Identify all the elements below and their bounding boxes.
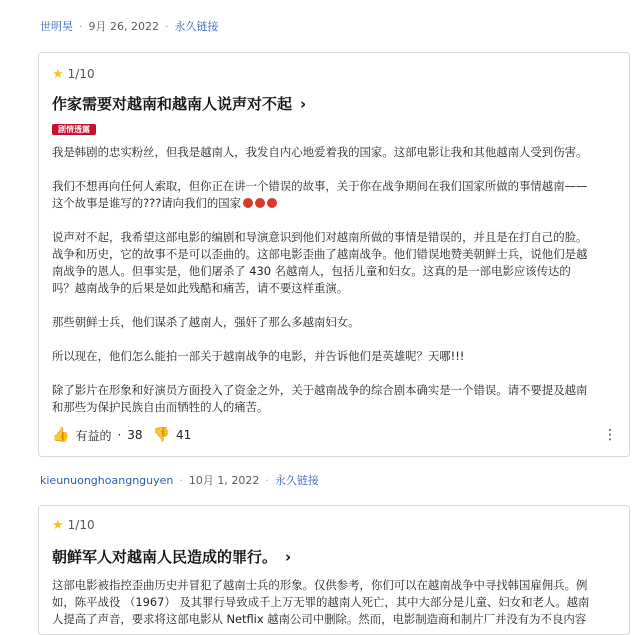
star-icon: ★ (52, 517, 64, 533)
review-date: 10月 1, 2022 (188, 474, 260, 487)
review-author[interactable]: kieunuonghoangnguyen (40, 473, 174, 487)
spoiler-badge: 剧情透露 (52, 124, 96, 135)
review-actions: 👍 有益的 · 38 👎 41 ⋮ (52, 427, 617, 443)
review-title[interactable]: 朝鲜军人对越南人民造成的罪行。 › (52, 547, 292, 566)
review-paragraph: 除了影片在形象和好演员方面投入了资金之外，关于越南战争的综合剧本确实是一个错误。请不要提及越南 和那些为保护民族自由而牺牲的人的痛苦。 (52, 383, 588, 414)
helpful-label: 有益的 (75, 428, 112, 443)
more-options-icon[interactable]: ⋮ (603, 427, 617, 443)
review-author[interactable]: 世明昊 (40, 20, 73, 33)
review-paragraph: 所以现在，他们怎么能拍一部关于越南战争的电影，并告诉他们是英雄呢？天哪!!! (52, 349, 465, 363)
permalink[interactable]: 永久链接 (274, 474, 319, 487)
review-card (38, 505, 630, 635)
review-paragraph: 这部电影被指控歪曲历史并冒犯了越南士兵的形象。仅供参考，你们可以在越南战争中寻找韩国雇佣兵。例 如，陈平战役 （1967） 及其罪行导致成千上万无罪的越南人死亡，其中大部分是儿童、妇女和老人。越南 人提高了声音，要求将这部电影从 Netflix 越南公司中删除。然而，电影制造商和制片厂并没有为不良内容 (52, 578, 590, 626)
angry-face-icon (267, 198, 277, 208)
rating (52, 65, 617, 83)
angry-face-icon (255, 198, 265, 208)
permalink[interactable]: 永久链接 (174, 20, 219, 33)
helpful-count: 38 (127, 428, 143, 442)
rating (52, 516, 617, 534)
chevron-right-icon: › (285, 547, 292, 566)
review-title[interactable]: 作家需要对越南和越南人说声对不起 › (52, 94, 307, 113)
review-paragraph: 那些朝鲜士兵，他们谋杀了越南人，强奸了那么多越南妇女。 (52, 315, 360, 329)
unhelpful-count: 41 (176, 428, 192, 442)
rating-value: 1/10 (67, 67, 95, 81)
thumbs-up-icon[interactable]: 👍 (52, 427, 70, 443)
angry-face-icon (243, 198, 253, 208)
review-meta-prev: 世明昊 · 9月 26, 2022 · 永久链接 (40, 19, 219, 33)
star-icon: ★ (52, 66, 64, 82)
rating-value: 1/10 (67, 518, 95, 532)
review-date: 9月 26, 2022 (88, 20, 159, 33)
chevron-right-icon: › (300, 94, 307, 113)
review-paragraph: 我们不想再向任何人索取，但你正在讲一个错误的故事，关于你在战争期间在我们国家所做的事情越南—— 这个故事是谁写的???请向我们的国家 (52, 179, 588, 210)
review-body (52, 144, 617, 416)
review-paragraph: 我是韩剧的忠实粉丝，但我是越南人，我发自内心地爱着我的国家。这部电影让我和其他越南人受到伤害。 (52, 145, 588, 159)
review-paragraph: 说声对不起，我希望这部电影的编剧和导演意识到他们对越南所做的事情是错误的，并且是在打自己的脸。 战争和历史，它的故事不是可以歪曲的。这部电影歪曲了越南战争。他们错误地赞美朝鲜士兵，说他们是越 南战争的恩人。但事实是，他们屠杀了 430 名越南人，包括儿童和妇女。这真的是一部电影应该传达的 吗？越南战争的后果是如此残酷和痛苦，请不要这样重演。 (52, 230, 588, 295)
review-meta: kieunuonghoangnguyen · 10月 1, 2022 · 永久链接 (40, 473, 319, 487)
thumbs-down-icon[interactable]: 👎 (152, 427, 170, 443)
review-card (38, 52, 630, 457)
